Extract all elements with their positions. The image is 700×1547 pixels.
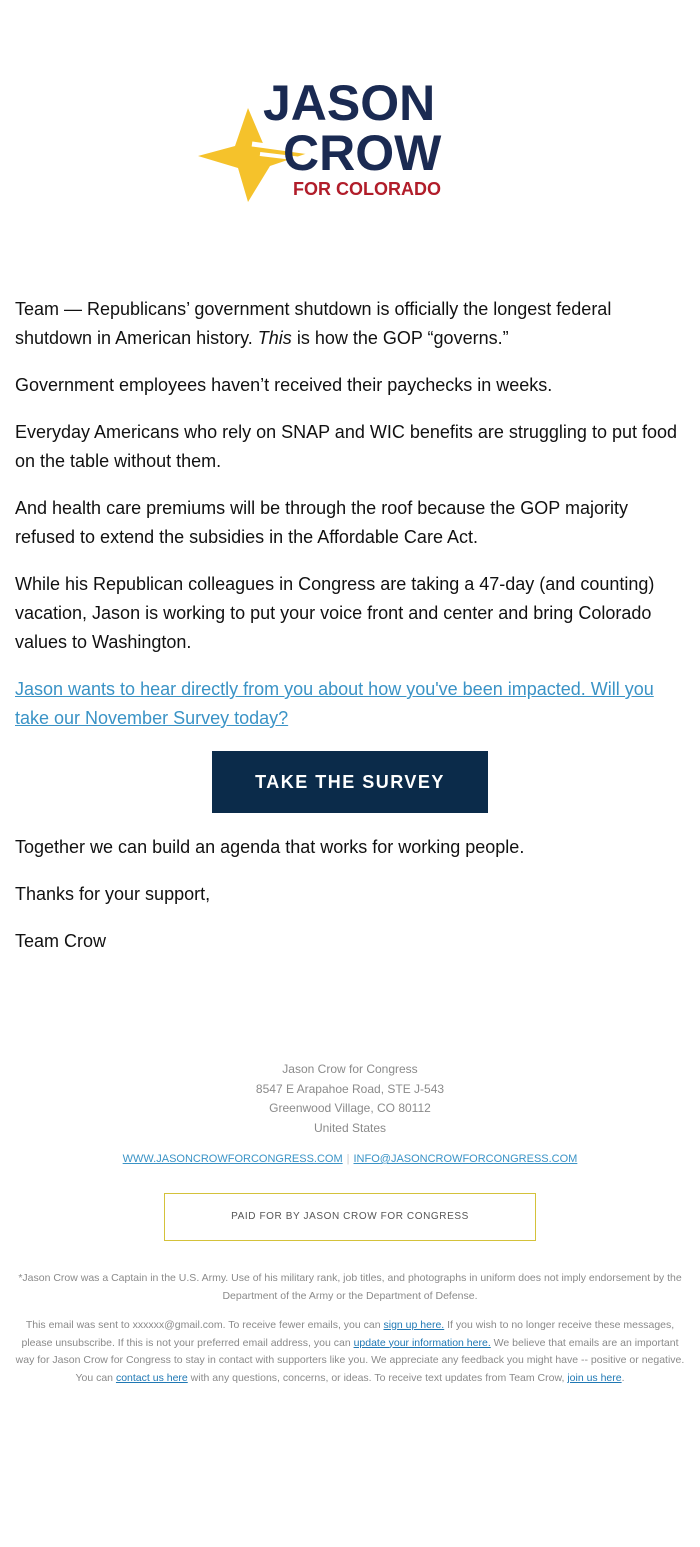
campaign-logo [190,70,470,210]
take-survey-button[interactable]: TAKE THE SURVEY [212,751,488,813]
email-link[interactable]: INFO@JASONCROWFORCONGRESS.COM [353,1153,578,1165]
join-link[interactable]: join us here [567,1371,622,1384]
email-body [15,295,685,974]
paragraph-agenda: Together we can build an agenda that works for working people. [15,837,525,857]
paid-for-box: PAID FOR BY JASON CROW FOR CONGRESS [164,1193,536,1241]
paragraph-health-care: And health care premiums will be through the roof because the GOP majority refused to extend the subsidies in the Affordable Care Act. [15,498,628,547]
logo-tagline: FOR COLORADO [293,179,441,199]
street-address: 8547 E Arapahoe Road, STE J-543 [255,1081,445,1096]
sign-up-link[interactable]: sign up here. [383,1319,445,1331]
logo-name-last: CROW [283,125,442,181]
city-state-zip: Greenwood Village, CO 80112 [269,1101,431,1115]
contact-link[interactable]: contact us here [115,1371,188,1384]
update-info-link[interactable]: update your information here. [353,1336,491,1349]
paragraph-thanks: Thanks for your support, [15,884,211,904]
paragraph-shutdown: Team — Republicans’ government shutdown is officially the longest federal shutdown in American history. This is how the GOP “governs.” [15,299,612,348]
country: United States [313,1120,387,1135]
paragraph-snap: Everyday Americans who rely on SNAP and WIC benefits are struggling to put food on the table without them. [15,422,678,471]
footer-links [0,1153,700,1165]
website-link[interactable]: WWW.JASONCROWFORCONGRESS.COM [122,1153,343,1165]
mailing-address [0,1060,700,1138]
email-footer [0,1060,700,1387]
survey-paragraph [15,675,685,733]
legal-text: This email was sent to xxxxxx@gmail.com. To receive fewer emails, you can sign up here. If you wish to no longer receive these messages, please unsubscribe. If this is not your preferred email address, you can update your information here. We believe that emails are an important way for Jason Crow for Congress to stay in contact with supporters like you. We appreciate any feedback you might have -- positive or negative. You can contact us here with any questions, concerns, or ideas. To receive text updates from Team Crow, join us here. [15,1319,685,1384]
signoff: Team Crow [15,931,107,951]
cta-wrapper [15,751,685,813]
logo-name-first: JASON [263,75,436,131]
survey-link[interactable]: Jason wants to hear directly from you about how you've been impacted. Will you take our November Survey today? [15,679,654,728]
org-name: Jason Crow for Congress [282,1062,418,1076]
paragraph-paychecks: Government employees haven’t received their paychecks in weeks. [15,375,553,395]
paragraph-vacation: While his Republican colleagues in Congress are taking a 47-day (and counting) vacation, Jason is working to put your voice front and center and bring Colorado values to Washington. [15,574,655,652]
military-disclaimer: *Jason Crow was a Captain in the U.S. Army. Use of his military rank, job titles, and photographs in uniform does not imply endorsement by the Department of the Army or the Department of Defense. [18,1272,682,1302]
link-separator: | [346,1153,350,1165]
